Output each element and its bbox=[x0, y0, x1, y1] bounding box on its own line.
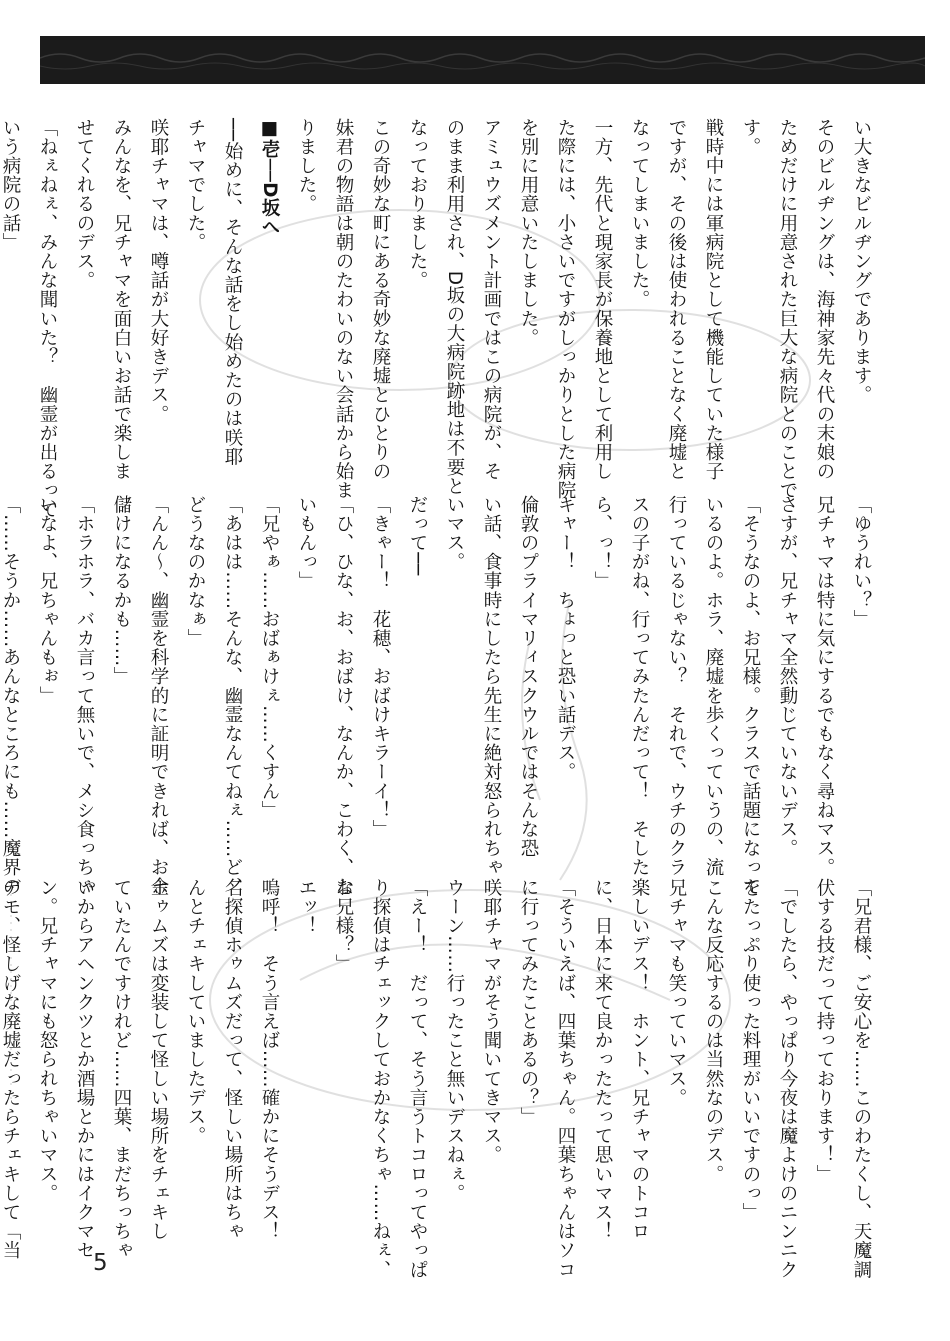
text-column: い話、食事時にしたら先生に絶対怒られちゃ bbox=[481, 495, 502, 877]
page-number: 5 bbox=[93, 1250, 108, 1276]
text-column: 嗚呼！ そう言えば……確かにそうデス！ bbox=[259, 878, 280, 1241]
text-column: のまま利用され、D坂の大病院跡地は不要と bbox=[444, 118, 465, 496]
header-bar bbox=[40, 36, 925, 84]
text-column: 「……そうか……あんなところにも……魔界の bbox=[0, 495, 21, 897]
text-column: みんなを、兄チャマを面白いお話で楽しま bbox=[111, 118, 132, 481]
text-column: いもんっ」 bbox=[296, 495, 317, 591]
text-column: せてくれるのデス。 bbox=[74, 118, 95, 290]
text-column: 「でしたら、やっぱり今夜は魔よけのニンニク bbox=[777, 878, 798, 1280]
text-column: だって── bbox=[407, 495, 428, 576]
text-column: 「ひ、ひな、お、おばけ、なんか、こわく、な bbox=[333, 495, 354, 897]
text-column: エッ！ bbox=[296, 878, 317, 936]
text-column: 「兄やぁ……おばぁけぇ……くすん」 bbox=[259, 495, 280, 820]
text-column: んとチェキしていましたデス。 bbox=[185, 878, 206, 1146]
text-column: キャー！ ちょっと恐い話デス。 bbox=[555, 495, 576, 782]
text-column: に、日本に来て良かったたって思いマス！ bbox=[592, 878, 613, 1241]
text-column: 「ゆうれい？」 bbox=[851, 495, 872, 629]
text-column: この奇妙な町にある奇妙な廃墟とひとりの bbox=[370, 118, 391, 481]
text-column: スの子がね、行ってみたんだって！ そした bbox=[629, 495, 650, 877]
text-column: ためだけに用意された巨大な病院とのことで bbox=[777, 118, 798, 500]
text-column: いからアヘンクツとか酒場とかにはイクマセ bbox=[74, 878, 95, 1260]
text-column: デモ、怪しげな廃墟だったらチェキして「当 bbox=[0, 878, 21, 1260]
text-column: 「んん〜、幽霊を科学的に証明できれば、お金 bbox=[148, 495, 169, 897]
text-column: をたっぷり使った料理がいいですのっ」 bbox=[740, 878, 761, 1222]
text-column: 名探偵ホゥムズだって、怪しい場所はちゃ bbox=[222, 878, 243, 1241]
text-column: 倫敦のプライマリィスクウルではそんな恐 bbox=[518, 495, 539, 858]
text-column: さすが、兄チャマ全然動じていないデス。 bbox=[777, 495, 798, 858]
text-column: アミュウズメント計画ではこの病院が、そ bbox=[481, 118, 502, 481]
section-heading: ■壱──D坂へ bbox=[259, 118, 280, 237]
text-column: いう病院の話」 bbox=[0, 118, 21, 252]
text-column: り探偵はチェックしておかなくちゃ……ねぇ、 bbox=[370, 878, 391, 1280]
text-column: こんな反応するのは当然なのデス。 bbox=[703, 878, 724, 1184]
text-column: りました。 bbox=[296, 118, 317, 214]
text-column: 「きゃー！ 花穂、おばけキラーイ！」 bbox=[370, 495, 391, 839]
text-column: いなよ、兄ちゃんもぉ」 bbox=[37, 495, 58, 706]
text-column: 一方、先代と現家長が保養地として利用し bbox=[592, 118, 613, 481]
text-column: そのビルヂングは、海神家先々代の末娘の bbox=[814, 118, 835, 481]
text-band-top bbox=[0, 118, 880, 520]
text-column: どうなのかなぁ」 bbox=[185, 495, 206, 648]
text-column: に行ってみたことあるの？」 bbox=[518, 878, 539, 1127]
text-column: ホゥムズは変装して怪しい場所をチェキし bbox=[148, 878, 169, 1241]
text-column: 「そういえば、四葉ちゃん。四葉ちゃんはソコ bbox=[555, 878, 576, 1280]
text-column: 咲耶チャマがそう聞いてきマス。 bbox=[481, 878, 502, 1165]
text-column: を別に用意いたしました。 bbox=[518, 118, 539, 348]
text-column: ら、っ！」 bbox=[592, 495, 613, 591]
text-column: なっておりました。 bbox=[407, 118, 428, 290]
text-column: いマス。 bbox=[444, 495, 465, 572]
text-column: ですが、その後は使われることなく廃墟と bbox=[666, 118, 687, 481]
torn-edge-decoration bbox=[40, 36, 925, 84]
text-column: ン。兄チャマにも怒られちゃいマス。 bbox=[37, 878, 58, 1203]
text-column: ていたんですけれど……四葉、まだちっちゃ bbox=[111, 878, 132, 1260]
text-band-bottom bbox=[0, 878, 880, 1280]
text-column: ──始めに、そんな話をし始めたのは咲耶 bbox=[222, 118, 243, 467]
text-column: 楽しいデス！ ホント、兄チャマのトコロ bbox=[629, 878, 650, 1241]
text-column: ウーン……行ったこと無いデスねぇ。 bbox=[444, 878, 465, 1203]
text-column: 兄チャマは特に気にするでもなく尋ねマス。 bbox=[814, 495, 835, 877]
text-column: 妹君の物語は朝のたわいのない会話から始ま bbox=[333, 118, 354, 500]
text-column: 「あはは……そんな、幽霊なんてねぇ……ど、 bbox=[222, 495, 243, 897]
text-column: 「えー！ だって、そう言うトコロってやっぱ bbox=[407, 878, 428, 1280]
text-column: 儲けになるかも……」 bbox=[111, 495, 132, 686]
text-column: 戦時中には軍病院として機能していた様子 bbox=[703, 118, 724, 481]
text-column: 「ねぇねぇ、みんな聞いた？ 幽霊が出るって bbox=[37, 118, 58, 520]
text-band-middle bbox=[0, 495, 880, 897]
text-column: い大きなビルヂングであります。 bbox=[851, 118, 872, 405]
text-column: 「そうなのよ、お兄様。クラスで話題になって bbox=[740, 495, 761, 897]
text-column: チャマでした。 bbox=[185, 118, 206, 252]
text-column: 行っているじゃない？ それで、ウチのクラ bbox=[666, 495, 687, 877]
text-column: お兄様？」 bbox=[333, 878, 354, 974]
text-column: なってしまいました。 bbox=[629, 118, 650, 309]
text-column: いるのよ。ホラ、廃墟を歩くっていうの、流 bbox=[703, 495, 724, 877]
text-column: 咲耶チャマは、噂話が大好きデス。 bbox=[148, 118, 169, 424]
text-column: 兄チャマも笑っていマス。 bbox=[666, 878, 687, 1108]
text-column: 「兄君様、ご安心を……このわたくし、天魔調 bbox=[851, 878, 872, 1280]
text-column: 「ホラホラ、バカ言って無いで、メシ食っちゃ bbox=[74, 495, 95, 897]
text-column: 伏する技だって持っております！」 bbox=[814, 878, 835, 1184]
text-column: た際には、小さいですがしっかりとした病院 bbox=[555, 118, 576, 500]
text-column: す。 bbox=[740, 118, 761, 157]
